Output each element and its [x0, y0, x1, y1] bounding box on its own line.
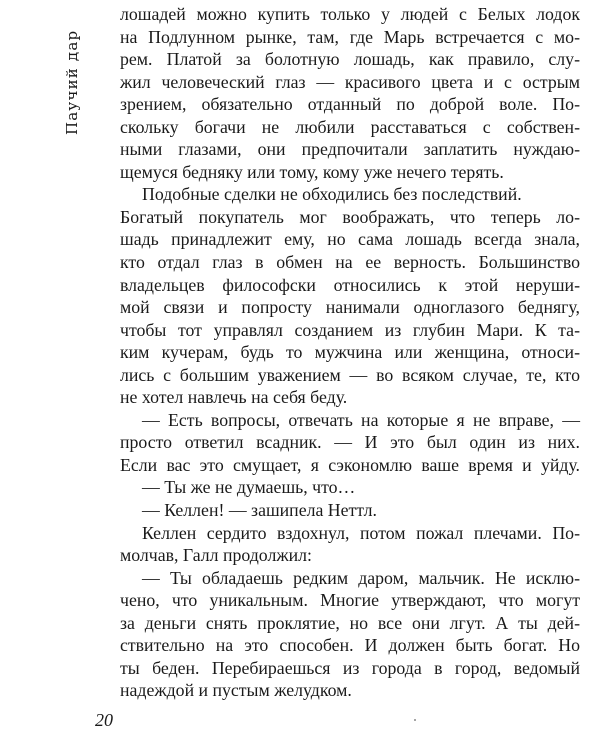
text-line: Келлен сердито вздохнул, потом пожал плечами. По-: [142, 522, 580, 543]
text-line: — Ты же не думаешь, что…: [142, 477, 356, 498]
text-line: чтобы тот управлял созданием из глубин Мари. К та-: [120, 319, 580, 340]
page-number: 20: [95, 710, 113, 730]
text-line: скольку богачи не любили расставаться с собствен-: [120, 116, 580, 137]
text-line: за деньги снять проклятие, но все они лгут. А ты дей-: [120, 612, 580, 633]
text-line: не хотел навлечь на себя беду.: [120, 387, 348, 408]
running-head: Паучий дар: [63, 29, 81, 135]
text-line: Подобные сделки не обходились без последствий.: [142, 184, 522, 205]
text-line: жил человеческий глаз — красивого цвета и с острым: [120, 71, 580, 92]
text-line: ким кучерам, будь то мужчина или женщина, относи-: [120, 342, 580, 363]
text-line: молчав, Галл продолжил:: [120, 545, 312, 566]
text-line: ствительно на это способен. И должен быть богат. Но: [120, 635, 580, 656]
text-line: надеждой и пустым желудком.: [120, 680, 352, 701]
text-line: владельцев философски относились к этой неруши-: [120, 274, 580, 295]
text-line: лись с большим уважением — во всяком случае, те, кто: [120, 364, 580, 385]
text-line: кто отдал глаз в обмен на ее верность. Большинство: [120, 252, 580, 273]
text-line: — Ты обладаешь редким даром, мальчик. Не исклю-: [142, 567, 580, 588]
print-speck: [414, 719, 416, 721]
text-line: рем. Платой за болотную лошадь, как правило, слу-: [120, 49, 580, 70]
text-line: — Есть вопросы, отвечать на которые я не вправе, —: [142, 409, 580, 430]
text-line: мой связи и попросту нанимали одноглазого беднягу,: [120, 297, 580, 318]
text-line: Богатый покупатель мог воображать, что теперь ло-: [120, 206, 580, 227]
text-line: щемуся бедняку или тому, кому уже нечего терять.: [120, 161, 504, 182]
text-line: Если вас это смущает, я сэкономлю ваше время и уйду.: [120, 454, 580, 475]
text-line: ными глазами, они предпочитали заплатить нуждаю-: [120, 139, 580, 160]
text-line: зрением, обязательно отданный по доброй воле. По-: [120, 94, 580, 115]
text-line: чено, что уникальным. Многие утверждают, что могут: [120, 590, 580, 611]
text-line: ты беден. Перебираешься из города в город, ведомый: [120, 657, 580, 678]
text-line: на Подлунном рынке, там, где Марь встречается с мо-: [120, 26, 580, 47]
text-line: лошадей можно купить только у людей с Белых лодок: [120, 4, 580, 24]
text-line: шадь принадлежит ему, но сама лошадь всегда знала,: [120, 229, 580, 250]
text-line: просто ответил всадник. — И это был один из них.: [120, 432, 580, 453]
body-text: [120, 3, 580, 702]
text-line: — Келлен! — зашипела Неттл.: [142, 500, 377, 521]
